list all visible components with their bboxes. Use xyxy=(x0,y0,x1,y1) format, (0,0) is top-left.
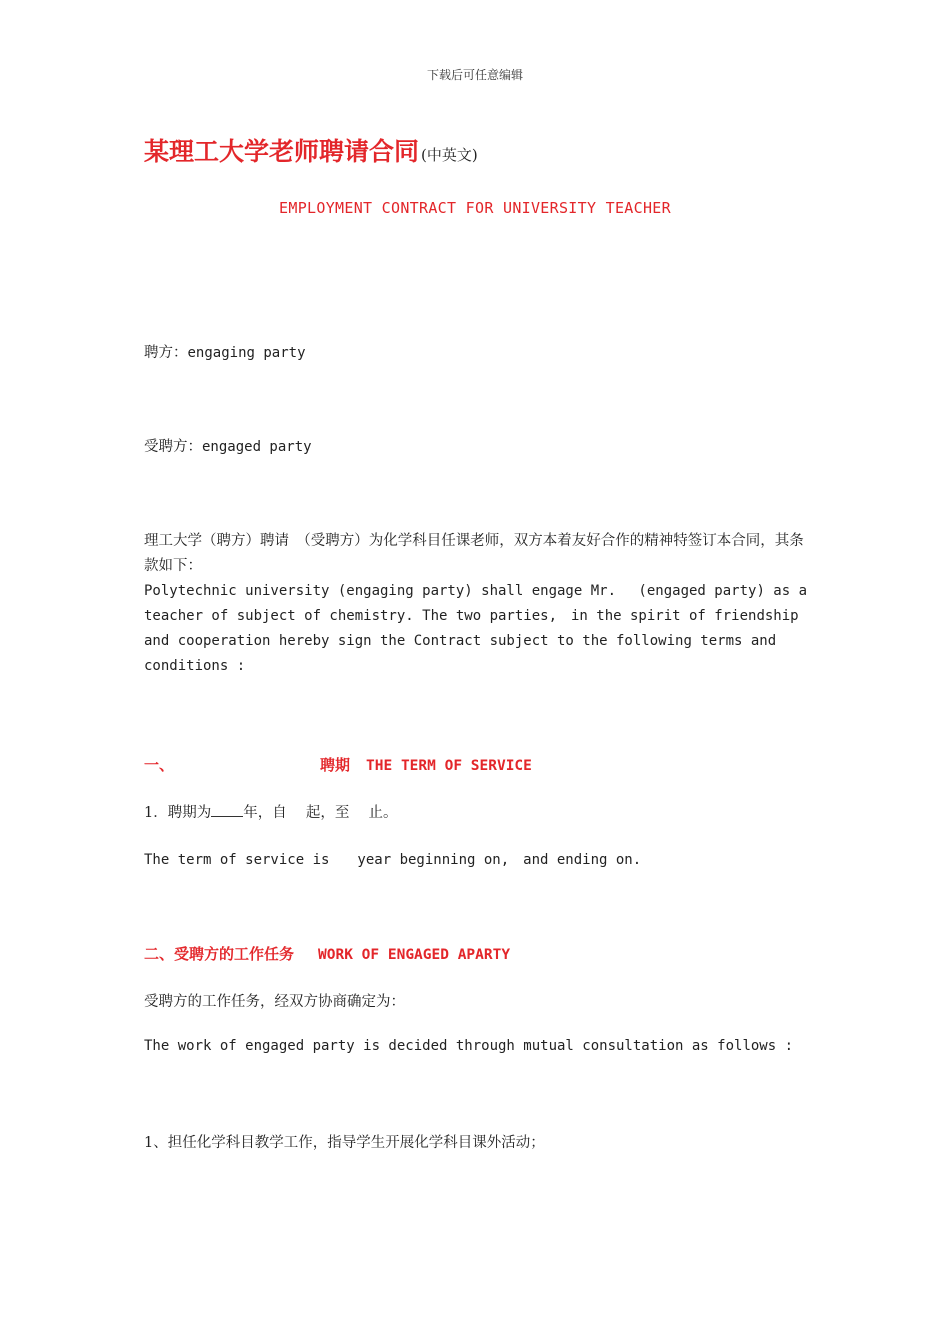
section-2-title-en: WORK OF ENGAGED APARTY xyxy=(318,947,511,963)
section-2-heading xyxy=(144,943,510,964)
term-text-a: 1．聘期为 xyxy=(144,805,212,821)
header-note: 下载后可任意编辑 xyxy=(426,68,523,82)
engaged-party-line xyxy=(144,435,312,456)
section-1-heading xyxy=(144,754,532,775)
section-2-title-cn: 受聘方的工作任务 xyxy=(174,945,295,963)
section-1-item-cn xyxy=(144,801,397,822)
section-1-number: 一、 xyxy=(144,756,175,774)
document-title xyxy=(144,132,478,168)
intro-text-en: Polytechnic university (engaging party) shall engage Mr. (engaged party) as a teacher of subject of chemistry. The two parties, in the spirit of friendship and cooperation hereby sign the Contract subject to the following terms and conditions : xyxy=(144,583,808,674)
section-1-title-en: THE TERM OF SERVICE xyxy=(366,758,532,774)
section-1-item-en: The term of service is year beginning on, and ending on. xyxy=(144,852,642,868)
engaging-party-label-cn: 聘方： xyxy=(144,345,188,361)
document-subtitle: EMPLOYMENT CONTRACT FOR UNIVERSITY TEACHER xyxy=(279,199,671,217)
term-text-b: 年，自 起，至 止。 xyxy=(243,805,398,821)
document-title-main: 某理工大学老师聘请合同 xyxy=(144,137,420,166)
intro-text-cn: 理工大学（聘方）聘请 （受聘方）为化学科目任课老师，双方本着友好合作的精神特签订本合同，其条款如下： xyxy=(144,533,804,574)
document-title-suffix: (中英文) xyxy=(421,146,478,164)
engaged-party-label-cn: 受聘方： xyxy=(144,439,202,455)
section-2-number: 二、 xyxy=(144,945,175,963)
engaging-party-line xyxy=(144,341,306,362)
section-2-item-1-cn: 1、担任化学科目教学工作，指导学生开展化学科目课外活动； xyxy=(144,1135,545,1151)
term-years-blank xyxy=(211,804,243,817)
intro-paragraph xyxy=(144,529,809,679)
section-1-title-cn: 聘期 xyxy=(320,756,351,774)
section-2-desc-en: The work of engaged party is decided through mutual consultation as follows : xyxy=(144,1038,794,1054)
engaging-party-label-en: engaging party xyxy=(187,345,306,361)
section-2-desc-cn: 受聘方的工作任务，经双方协商确定为： xyxy=(144,994,405,1010)
engaged-party-label-en: engaged party xyxy=(202,439,312,455)
